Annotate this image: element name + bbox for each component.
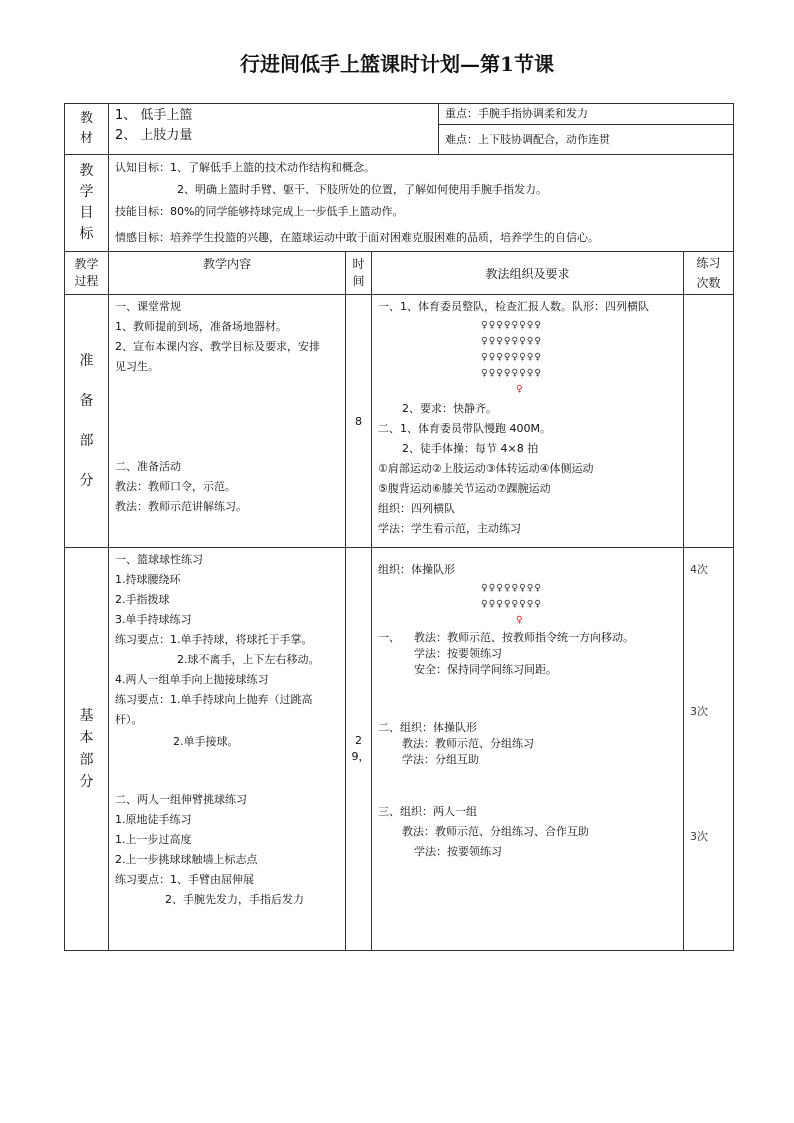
formation-row: ♀♀♀♀♀♀♀♀: [481, 334, 542, 347]
method-block: [378, 630, 677, 678]
content-line: 练习要点：1.单手持球，将球托于手掌。: [115, 633, 313, 646]
content-line: 二、准备活动: [115, 460, 181, 473]
content-line: 4.两人一组单手向上抛接球练习: [115, 673, 269, 686]
content-line: 一、课堂常规: [115, 300, 181, 313]
content-line: 二、两人一组伸臂挑球练习: [115, 793, 247, 806]
formation-row: ♀♀♀♀♀♀♀♀: [481, 581, 542, 594]
content-line: 教法：教师口令，示范。: [115, 480, 236, 493]
prep-row: [65, 295, 734, 548]
header-content: 教学内容: [202, 257, 251, 271]
method-line: 教法：教师示范、分组练习、合作互助: [402, 825, 589, 838]
material-item: 1、 低手上篮: [115, 108, 193, 123]
content-line: 2.上一步挑球球触墙上标志点: [115, 853, 258, 866]
basic-label: 基本部分: [79, 708, 94, 790]
method-line: 二、1、体育委员带队慢跑 400M。: [378, 422, 551, 435]
content-line: 2、手腕先发力，手指后发力: [165, 893, 304, 906]
formation-leader: ♀: [516, 613, 524, 626]
method-line: 2、徒手体操：每节 4×8 拍: [402, 442, 539, 455]
key-point: 重点：手腕手指协调柔和发力: [445, 107, 589, 120]
method-line: ①肩部运动②上肢运动③体转运动④体侧运动: [378, 462, 594, 475]
basic-formation: [378, 580, 677, 628]
formation-row: ♀♀♀♀♀♀♀♀: [481, 597, 542, 610]
material-row: [65, 104, 734, 125]
page-title: 行进间低手上篮课时计划—第1节课: [240, 52, 554, 76]
reps-count: 3次: [690, 830, 709, 843]
content-line: 见习生。: [115, 360, 159, 373]
objective-line: 认知目标：1、了解低手上篮的技术动作结构和概念。: [115, 161, 375, 174]
formation-row: ♀♀♀♀♀♀♀♀: [481, 350, 542, 363]
method-line: 教法：教师示范、分组练习: [402, 737, 534, 750]
method-line: 学法：学生看示范，主动练习: [378, 522, 521, 535]
objectives-label: 教学目标: [79, 163, 94, 242]
lesson-plan-table: [64, 103, 734, 951]
prep-content-cell: [109, 295, 346, 548]
content-line: 杆）。: [115, 713, 143, 726]
basic-time: 29，: [351, 734, 370, 763]
material-label-cell: [65, 104, 109, 155]
content-line: 2.球不离手，上下左右移动。: [177, 653, 320, 666]
reps-count: 3次: [690, 705, 709, 718]
header-time: 时间: [352, 257, 365, 288]
content-line: 2.手指拨球: [115, 593, 170, 606]
method-line: 学法：分组互助: [402, 753, 479, 766]
method-line: 组织：四列横队: [378, 502, 455, 515]
header-process-cell: [65, 252, 109, 295]
method-line: 二、组织：体操队形: [378, 721, 477, 734]
basic-label-cell: [65, 548, 109, 951]
prep-time-cell: [346, 295, 372, 548]
content-line: 1、教师提前到场，准备场地器材。: [115, 320, 287, 333]
header-content-cell: [109, 252, 346, 295]
header-reps-cell: [684, 252, 734, 295]
column-header-row: [65, 252, 734, 295]
prep-label-cell: [65, 295, 109, 548]
method-sublines: [414, 630, 634, 678]
difficulty-point: 难点：上下肢协调配合，动作连贯: [445, 132, 611, 146]
method-line: 安全：保持同学间练习间距。: [414, 663, 557, 676]
objective-line: 2、明确上篮时手臂、躯干、下肢所处的位置，了解如何使用手腕手指发力。: [177, 183, 547, 196]
prep-formation: [378, 317, 677, 397]
content-line: 2、宣布本课内容、教学目标及要求，安排: [115, 340, 320, 353]
method-line: 一、: [378, 631, 400, 644]
method-line: 教法：教师示范、按教师指令统一方向移动。: [414, 631, 634, 644]
method-line: 三、组织：两人一组: [378, 805, 477, 818]
content-line: 2.单手接球。: [173, 735, 239, 748]
basic-row: [65, 548, 734, 951]
header-process: 教学过程: [74, 257, 99, 288]
key-point-cell: [439, 104, 734, 125]
objectives-row: [65, 155, 734, 252]
formation-row: ♀♀♀♀♀♀♀♀: [481, 318, 542, 331]
material-item: 2、 上肢力量: [115, 128, 193, 143]
content-line: 1.上一步过高度: [115, 833, 192, 846]
header-method-cell: [372, 252, 684, 295]
method-line: ⑤腹背运动⑥膝关节运动⑦踝腕运动: [378, 482, 551, 495]
material-items-cell: [109, 104, 439, 155]
prep-method-cell: [372, 295, 684, 548]
objective-line: 情感目标：培养学生投篮的兴趣，在篮球运动中敢于面对困难克服困难的品质，培养学生的自信心。: [115, 231, 599, 244]
content-line: 练习要点：1、手臂由屈伸展: [115, 873, 254, 886]
method-line: 组织：体操队形: [378, 563, 455, 576]
content-line: 3.单手持球练习: [115, 613, 192, 626]
content-line: 教法：教师示范讲解练习。: [115, 500, 247, 513]
difficulty-cell: [439, 125, 734, 155]
content-line: 一、篮球球性练习: [115, 553, 203, 566]
formation-row: ♀♀♀♀♀♀♀♀: [481, 366, 542, 379]
method-line: 一、1、体育委员整队，检查汇报人数。队形：四列横队: [378, 300, 649, 313]
prep-label: 准备部分: [79, 353, 94, 489]
material-label: 教材: [79, 111, 93, 146]
objective-line: 技能目标：80%的同学能够持球完成上一步低手上篮动作。: [115, 205, 404, 218]
reps-count: 4次: [690, 563, 709, 576]
basic-reps-cell: [684, 548, 734, 951]
objectives-label-cell: [65, 155, 109, 252]
basic-method-cell: [372, 548, 684, 951]
prep-time: 8: [355, 414, 362, 428]
prep-reps-cell: [684, 295, 734, 548]
basic-content-cell: [109, 548, 346, 951]
content-line: 1.原地徒手练习: [115, 813, 192, 826]
header-time-cell: [346, 252, 372, 295]
content-line: 练习要点：1.单手持球向上抛弃（过跳高: [115, 693, 313, 706]
content-line: 1.持球腰绕环: [115, 573, 181, 586]
formation-leader: ♀: [516, 382, 524, 395]
header-reps: 练习次数: [696, 256, 721, 290]
method-line: 学法：按要领练习: [414, 647, 502, 660]
method-line: 2、要求：快静齐。: [402, 402, 497, 415]
header-method: 教法组织及要求: [485, 266, 570, 281]
method-line: 学法：按要领练习: [414, 845, 502, 858]
objectives-cell: [109, 155, 734, 252]
basic-time-cell: [346, 548, 372, 951]
